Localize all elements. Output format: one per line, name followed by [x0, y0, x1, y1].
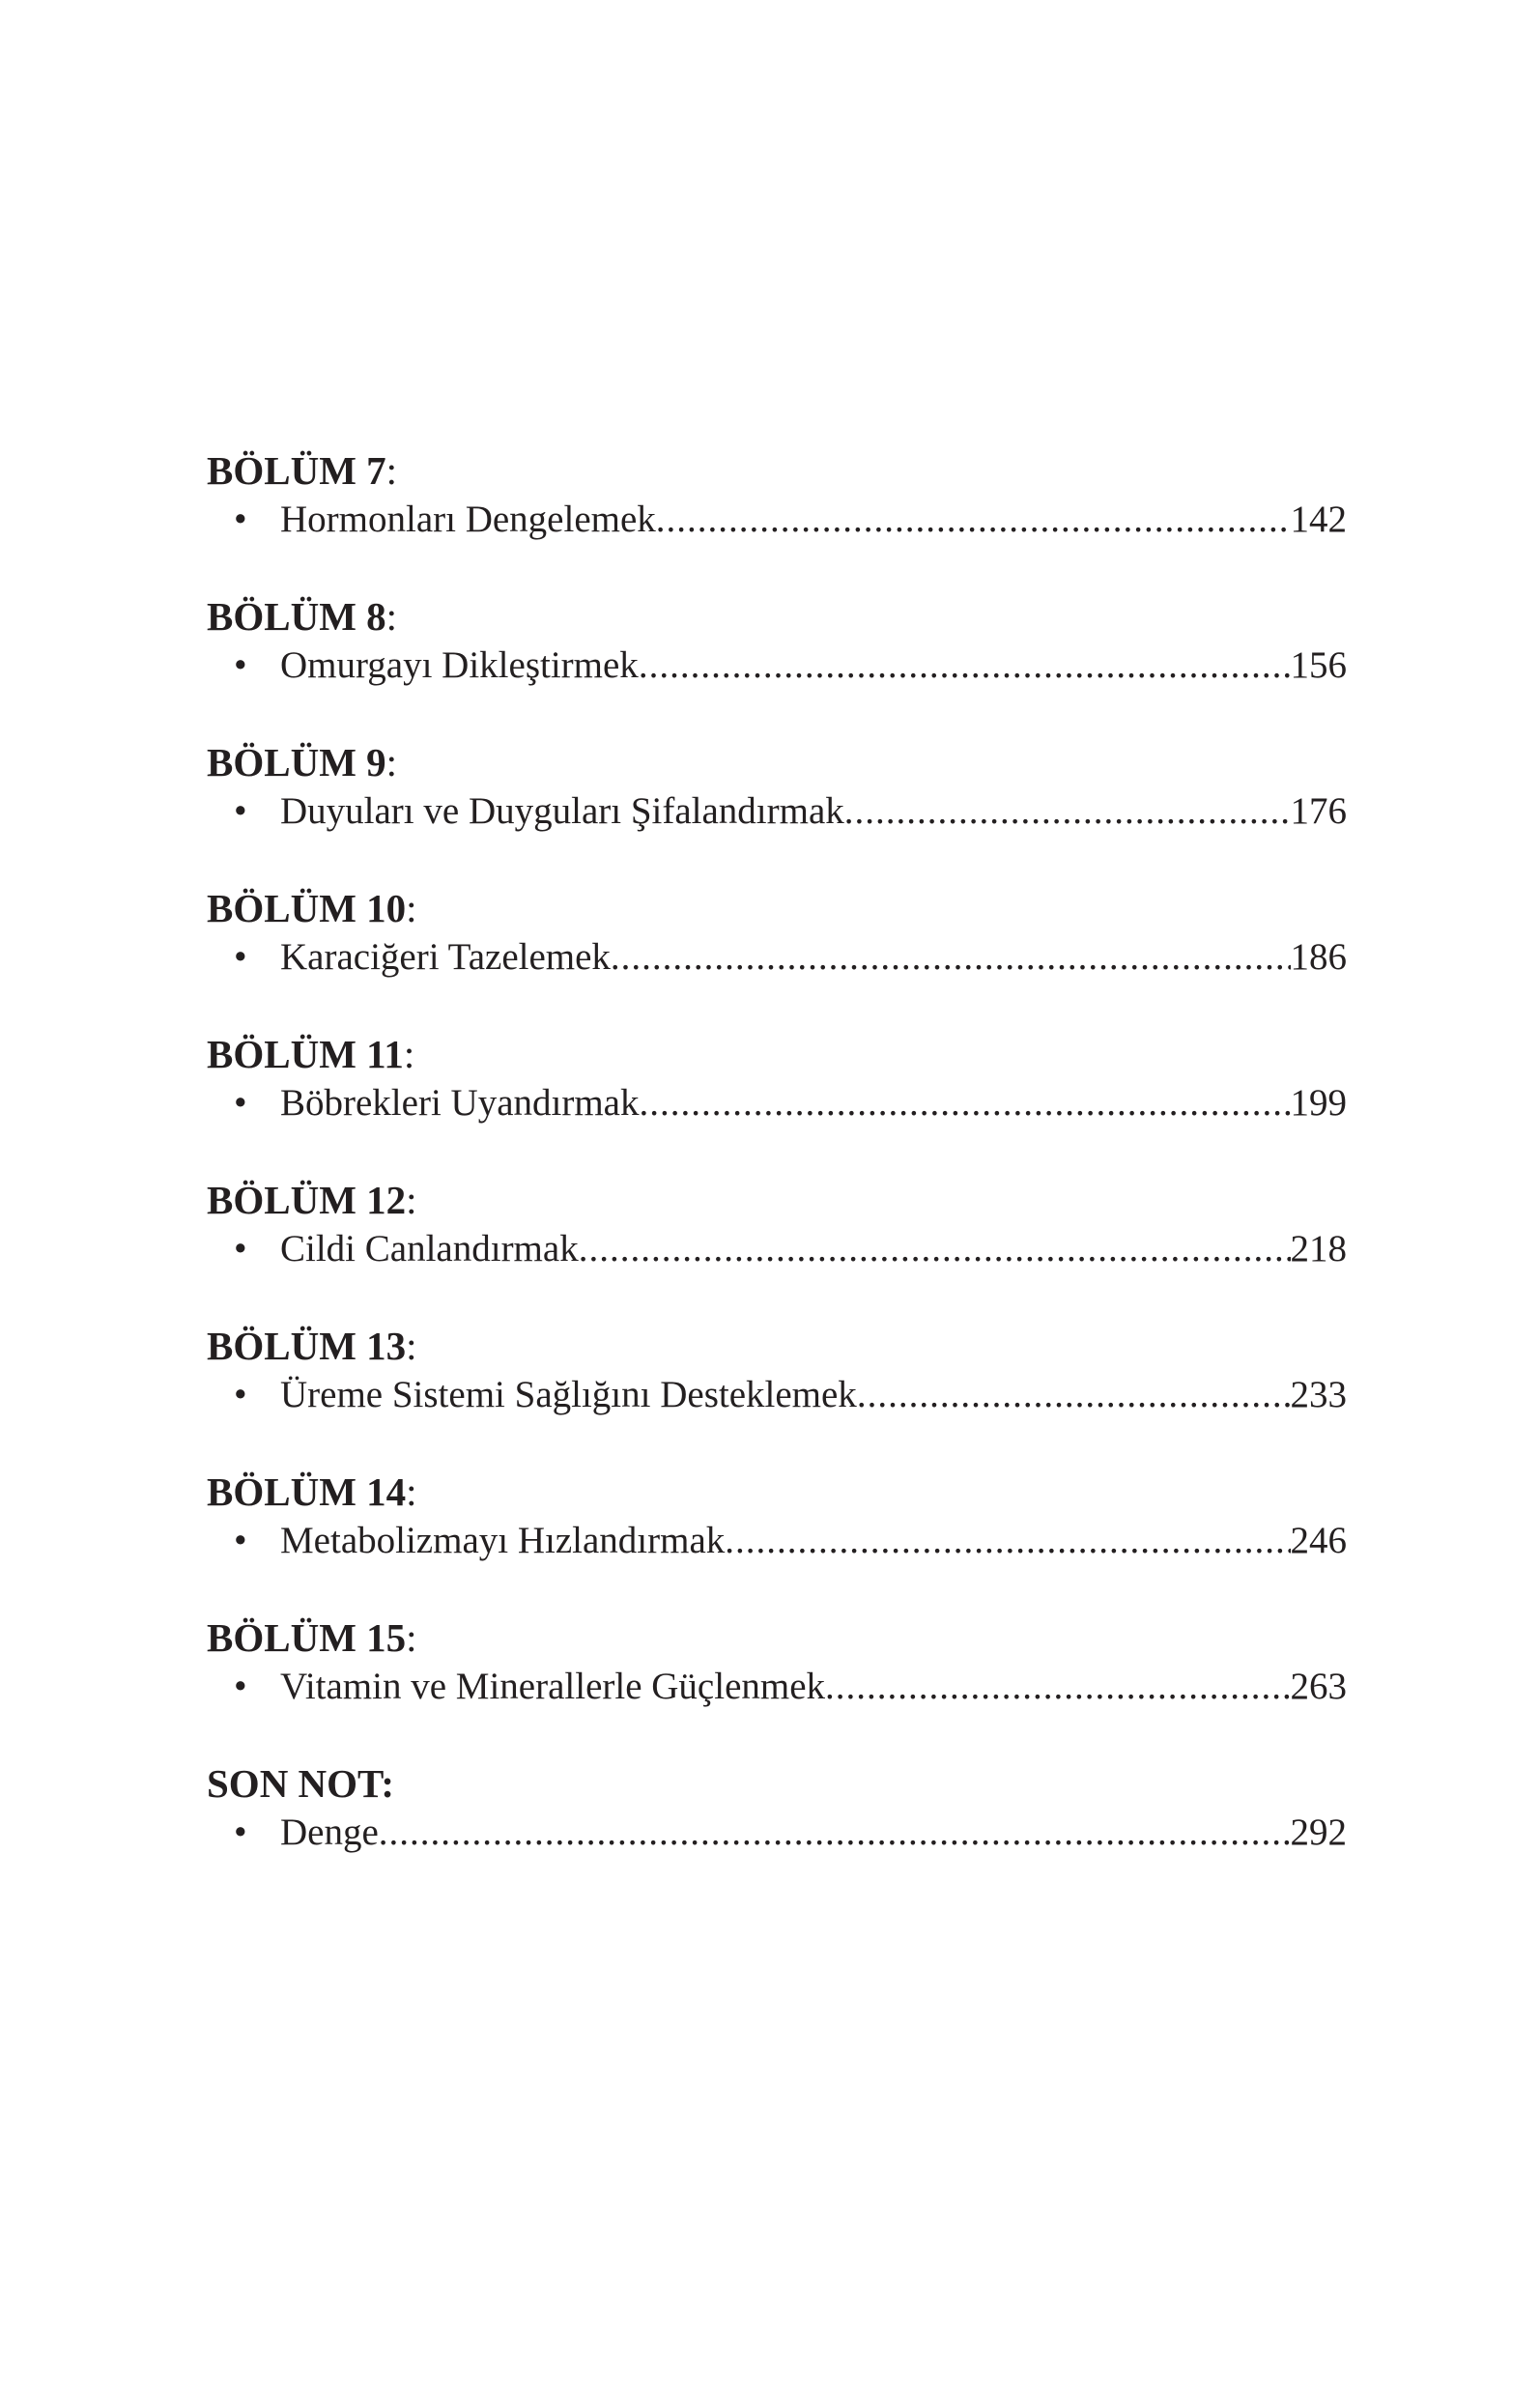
page-number: 142 — [1290, 499, 1347, 540]
bullet-icon — [207, 1078, 280, 1128]
toc-entry[interactable] — [207, 1224, 1347, 1274]
chapter-colon: : — [385, 448, 398, 493]
dot-leader — [725, 1516, 1290, 1566]
dot-leader — [825, 1662, 1290, 1712]
toc-entry[interactable] — [207, 932, 1347, 983]
entry-title: Hormonları Dengelemek — [280, 499, 656, 540]
bullet-icon — [207, 495, 280, 545]
bullet-icon — [207, 932, 280, 983]
entry-title: Böbrekleri Uyandırmak — [280, 1082, 640, 1124]
page-number: 246 — [1290, 1520, 1347, 1561]
dot-leader — [656, 495, 1291, 545]
chapter-title: BÖLÜM 12 — [207, 1178, 407, 1222]
chapter-title: BÖLÜM 8 — [207, 594, 386, 639]
toc-entry[interactable] — [207, 1370, 1347, 1420]
toc-chapter — [207, 884, 1347, 1030]
chapter-heading — [207, 1176, 1347, 1224]
dot-leader — [639, 1078, 1290, 1128]
chapter-title: BÖLÜM 15 — [207, 1615, 407, 1660]
entry-title: Omurgayı Dikleştirmek — [280, 644, 639, 686]
entry-title: Metabolizmayı Hızlandırmak — [280, 1520, 726, 1561]
toc-chapter — [207, 738, 1347, 884]
chapter-colon: : — [406, 886, 417, 930]
toc-chapter — [207, 446, 1347, 592]
dot-leader — [379, 1808, 1291, 1858]
entry-title: Duyuları ve Duyguları Şifalandırmak — [280, 790, 844, 832]
page-number: 199 — [1290, 1082, 1347, 1124]
chapter-heading — [207, 1030, 1347, 1078]
chapter-colon: : — [403, 1032, 415, 1076]
chapter-colon: : — [406, 1178, 417, 1222]
toc-chapter — [207, 1176, 1347, 1322]
page-number: 156 — [1290, 644, 1347, 686]
chapter-colon: : — [406, 1469, 417, 1514]
chapter-title: BÖLÜM 11 — [207, 1032, 404, 1076]
entry-title: Cildi Canlandırmak — [280, 1228, 579, 1269]
chapter-heading — [207, 592, 1347, 641]
chapter-colon: : — [406, 1324, 417, 1368]
chapter-title: BÖLÜM 10 — [207, 886, 407, 930]
toc-entry[interactable] — [207, 1808, 1347, 1858]
chapter-heading — [207, 446, 1347, 495]
toc-chapter — [207, 1759, 1347, 1905]
chapter-heading — [207, 1322, 1347, 1370]
toc-entry[interactable] — [207, 495, 1347, 545]
entry-title: Karaciğeri Tazelemek — [280, 936, 611, 978]
chapter-heading — [207, 1759, 1347, 1808]
chapter-title: SON NOT: — [207, 1761, 395, 1806]
bullet-icon — [207, 1808, 280, 1858]
chapter-heading — [207, 1468, 1347, 1516]
page-number: 176 — [1290, 790, 1347, 832]
chapter-title: BÖLÜM 9 — [207, 740, 386, 784]
chapter-heading — [207, 1613, 1347, 1662]
toc-chapter — [207, 592, 1347, 738]
toc-entry[interactable] — [207, 641, 1347, 691]
chapter-title: BÖLÜM 13 — [207, 1324, 407, 1368]
page-number: 292 — [1290, 1811, 1347, 1853]
chapter-heading — [207, 738, 1347, 786]
chapter-colon: : — [385, 740, 398, 784]
bullet-icon — [207, 1662, 280, 1712]
bullet-icon — [207, 1224, 280, 1274]
chapter-title: BÖLÜM 7 — [207, 448, 386, 493]
chapter-colon: : — [385, 594, 398, 639]
dot-leader — [844, 786, 1291, 837]
dot-leader — [857, 1370, 1291, 1420]
toc-entry[interactable] — [207, 1516, 1347, 1566]
dot-leader — [579, 1224, 1291, 1274]
table-of-contents — [207, 446, 1347, 1905]
chapter-heading — [207, 884, 1347, 932]
entry-title: Üreme Sistemi Sağlığını Desteklemek — [280, 1374, 857, 1415]
page-number: 233 — [1290, 1374, 1347, 1415]
dot-leader — [611, 932, 1291, 983]
entry-title: Vitamin ve Minerallerle Güçlenmek — [280, 1666, 826, 1707]
toc-entry[interactable] — [207, 1078, 1347, 1128]
toc-chapter — [207, 1030, 1347, 1176]
toc-chapter — [207, 1613, 1347, 1759]
page-number: 186 — [1290, 936, 1347, 978]
page-number: 218 — [1290, 1228, 1347, 1269]
toc-chapter — [207, 1322, 1347, 1468]
bullet-icon — [207, 1370, 280, 1420]
toc-entry[interactable] — [207, 786, 1347, 837]
chapter-colon: : — [406, 1615, 417, 1660]
entry-title: Denge — [280, 1811, 379, 1853]
bullet-icon — [207, 1516, 280, 1566]
dot-leader — [639, 641, 1291, 691]
toc-entry[interactable] — [207, 1662, 1347, 1712]
chapter-title: BÖLÜM 14 — [207, 1469, 407, 1514]
toc-chapter — [207, 1468, 1347, 1613]
bullet-icon — [207, 641, 280, 691]
bullet-icon — [207, 786, 280, 837]
page-number: 263 — [1290, 1666, 1347, 1707]
